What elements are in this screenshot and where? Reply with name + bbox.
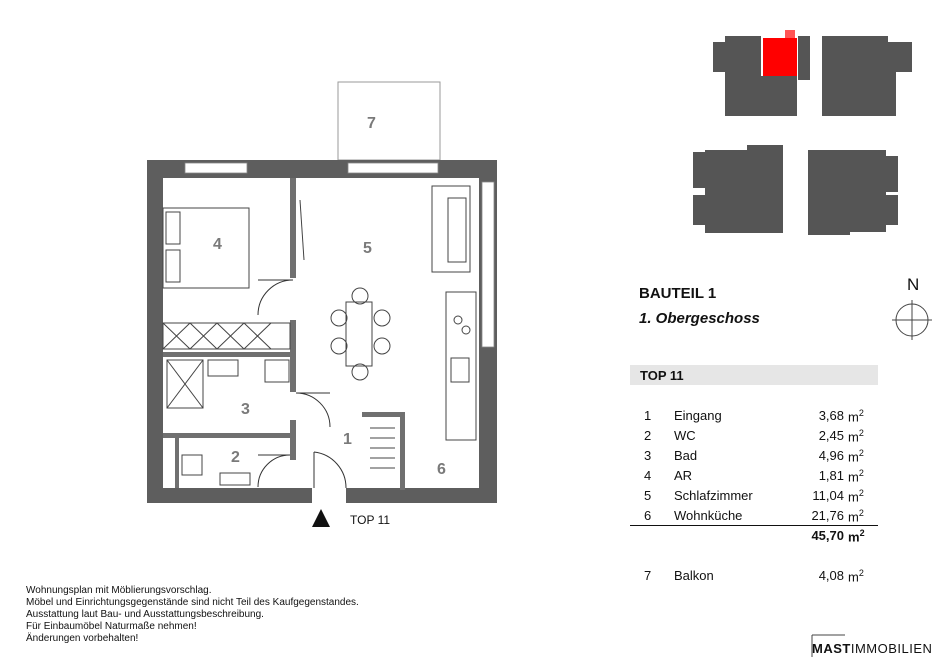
room-number: 2 xyxy=(231,449,240,466)
table-separator xyxy=(630,525,878,526)
table-row: 4 AR 1,81 $m^2$ xyxy=(644,468,864,485)
table-row: 3 Bad 4,96 $m^2$ xyxy=(644,448,864,465)
room-number: 6 xyxy=(437,461,446,478)
balcony-row: 7 Balkon 4,08 $m^2$ xyxy=(644,568,864,585)
furniture xyxy=(163,186,476,485)
entrance-label: TOP 11 xyxy=(350,513,391,527)
total-row: 45,70 $m^2$ xyxy=(811,528,865,545)
unit-highlight xyxy=(763,38,797,76)
unit-title: TOP 11 xyxy=(640,368,684,383)
bauteil-title: BAUTEIL 1 xyxy=(639,285,717,302)
room-number: 3 xyxy=(241,401,250,418)
room-number: 7 xyxy=(367,115,376,132)
table-row: 6 Wohnküche 21,76 $m^2$ xyxy=(644,508,864,525)
north-label: N xyxy=(907,275,920,294)
unit-header xyxy=(630,365,878,385)
table-row: 1 Eingang 3,68 $m^2$ xyxy=(644,408,864,425)
room-number: 4 xyxy=(213,236,222,253)
room-number: 5 xyxy=(363,240,372,257)
doors xyxy=(258,280,346,488)
room-number: 1 xyxy=(343,431,352,448)
disclaimer-notes: Wohnungsplan mit Möblierungsvorschlag. Möbel und Einrichtungsgegenstände sind nicht Teil des Kaufgegenstandes. Ausstattung laut Bau- und Ausstattungsbeschreibung. Für Einbaumöbel Naturmaße nehmen! Änderungen vorbehalten! xyxy=(26,585,359,644)
table-row: 5 Schlafzimmer 11,04 $m^2$ xyxy=(644,488,864,505)
company-logo: MASTIMMOBILIEN xyxy=(812,641,933,656)
floor-title: 1. Obergeschoss xyxy=(639,310,760,327)
compass-icon xyxy=(892,300,932,340)
balcony-outline xyxy=(338,82,440,160)
entrance-triangle-icon xyxy=(312,509,330,527)
table-row: 2 WC 2,45 $m^2$ xyxy=(644,428,864,445)
interior-walls xyxy=(163,178,405,490)
key-plan xyxy=(693,36,912,235)
unit-highlight-balcony xyxy=(785,30,795,38)
